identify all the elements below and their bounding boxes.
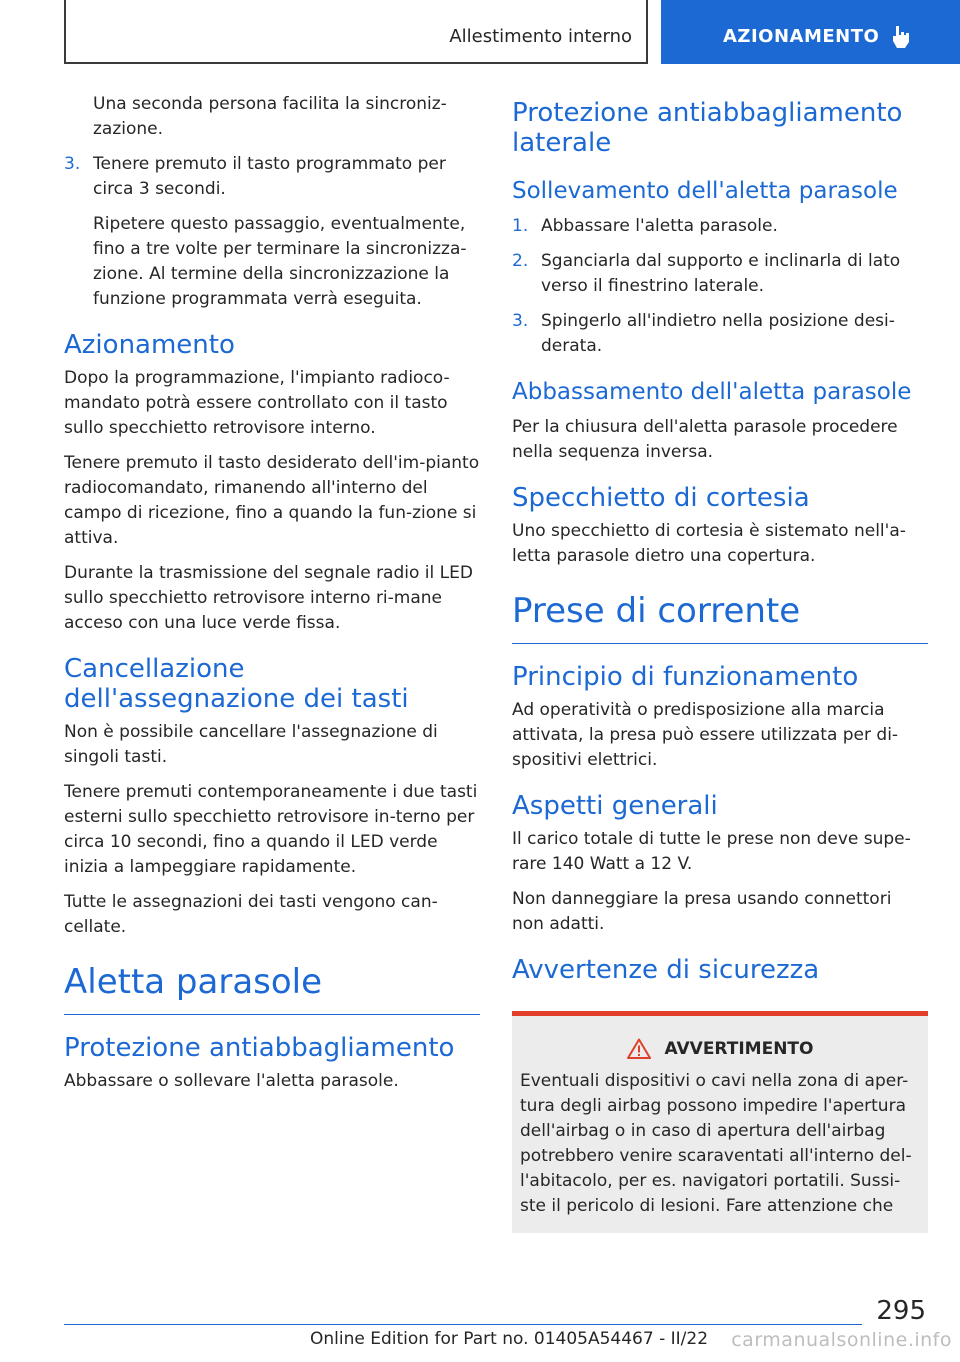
paragraph: Abbassare o sollevare l'aletta parasole. bbox=[64, 1071, 399, 1091]
heading-aletta-parasole: Aletta parasole bbox=[64, 962, 480, 1015]
step-text: Sganciarla dal supporto e inclinarla di lato verso il finestrino laterale. bbox=[541, 251, 901, 296]
step-text: Abbassare l'aletta parasole. bbox=[541, 216, 778, 236]
step-number: 3. bbox=[64, 154, 81, 174]
step-text: Tenere premuto il tasto programmato per circa 3 secondi. bbox=[93, 154, 446, 199]
step-number: 3. bbox=[512, 311, 529, 331]
hand-pointer-icon bbox=[889, 24, 913, 50]
heading-abbassamento: Abbassamento dell'aletta parasole bbox=[512, 379, 912, 405]
step-text: Spingerlo all'indietro nella posizione desi-derata. bbox=[541, 311, 895, 356]
paragraph: Ripetere questo passaggio, eventualmente, fino a tre volte per terminare la sincronizza-zione. Al termine della sincronizzazione la funzione programmata verrà eseguita. bbox=[93, 214, 467, 309]
list-item bbox=[512, 309, 928, 359]
paragraph: Non danneggiare la presa usando connettori non adatti. bbox=[512, 889, 892, 934]
left-column bbox=[64, 92, 480, 1104]
step-number: 2. bbox=[512, 251, 529, 271]
heading-protezione-laterale: Protezione antiabbagliamento laterale bbox=[512, 98, 903, 158]
footer-divider bbox=[64, 1324, 862, 1325]
heading-sollevamento: Sollevamento dell'aletta parasole bbox=[512, 178, 898, 204]
header-chapter-tab bbox=[661, 0, 960, 64]
warning-box bbox=[512, 1011, 928, 1233]
warning-title: AVVERTIMENTO bbox=[664, 1038, 814, 1059]
paragraph: Tenere premuti contemporaneamente i due tasti esterni sullo specchietto retrovisore in-terno per circa 10 secondi, fino a quando il LED verde inizia a lampeggiare rapidamente. bbox=[64, 782, 478, 877]
paragraph: Uno specchietto di cortesia è sistemato nell'a-letta parasole dietro una copertura. bbox=[512, 521, 906, 566]
heading-aspetti: Aspetti generali bbox=[512, 791, 718, 821]
heading-specchietto: Specchietto di cortesia bbox=[512, 483, 810, 513]
paragraph: Tenere premuto il tasto desiderato dell'im-pianto radiocomandato, rimanendo all'interno del campo di ricezione, fino a quando la fun-zione si attiva. bbox=[64, 453, 480, 548]
list-item bbox=[64, 152, 480, 202]
header-chapter-title: AZIONAMENTO bbox=[723, 26, 880, 47]
header-section-title: Allestimento interno bbox=[449, 26, 632, 47]
list-item bbox=[512, 249, 928, 299]
heading-cancellazione: Cancellazione dell'assegnazione dei tasti bbox=[64, 654, 409, 714]
paragraph: Dopo la programmazione, l'impianto radioco-mandato potrà essere controllato con il tasto sullo specchietto retrovisore interno. bbox=[64, 368, 450, 438]
paragraph: Per la chiusura dell'aletta parasole procedere nella sequenza inversa. bbox=[512, 417, 898, 462]
heading-principio: Principio di funzionamento bbox=[512, 662, 859, 692]
paragraph: Non è possibile cancellare l'assegnazione di singoli tasti. bbox=[64, 722, 438, 767]
heading-protezione: Protezione antiabbagliamento bbox=[64, 1033, 455, 1063]
watermark: carmanualsonline.info bbox=[731, 1329, 952, 1351]
warning-title-row bbox=[520, 1038, 920, 1059]
paragraph: Durante la trasmissione del segnale radio il LED sullo specchietto retrovisore interno ri-mane acceso con una luce verde fissa. bbox=[64, 563, 473, 633]
page-number: 295 bbox=[876, 1296, 926, 1326]
paragraph: Il carico totale di tutte le prese non deve supe-rare 140 Watt a 12 V. bbox=[512, 829, 911, 874]
footer-edition: Online Edition for Part no. 01405A54467 - II/22 bbox=[310, 1329, 709, 1349]
heading-prese-di-corrente: Prese di corrente bbox=[512, 591, 928, 644]
right-column bbox=[512, 92, 928, 1233]
warning-text: Eventuali dispositivi o cavi nella zona di aper-tura degli airbag possono impedire l'apertura dell'airbag o in caso di apertura dell'airbag potrebbero venire scaraventati all'interno del-l'abitacolo, per es. navigatori portatili. Sussi-ste il pericolo di lesioni. Fare attenzione che bbox=[520, 1071, 912, 1216]
step-number: 1. bbox=[512, 216, 529, 236]
paragraph: Tutte le assegnazioni dei tasti vengono can-cellate. bbox=[64, 892, 438, 937]
list-item bbox=[512, 214, 928, 239]
heading-avvertenze: Avvertenze di sicurezza bbox=[512, 955, 820, 985]
heading-azionamento: Azionamento bbox=[64, 330, 235, 360]
paragraph: Ad operatività o predisposizione alla marcia attivata, la presa può essere utilizzata per di-spositivi elettrici. bbox=[512, 700, 899, 770]
header-section-tab bbox=[64, 0, 648, 64]
paragraph: Una seconda persona facilita la sincroniz-zazione. bbox=[93, 94, 447, 139]
warning-triangle-icon bbox=[627, 1038, 651, 1059]
